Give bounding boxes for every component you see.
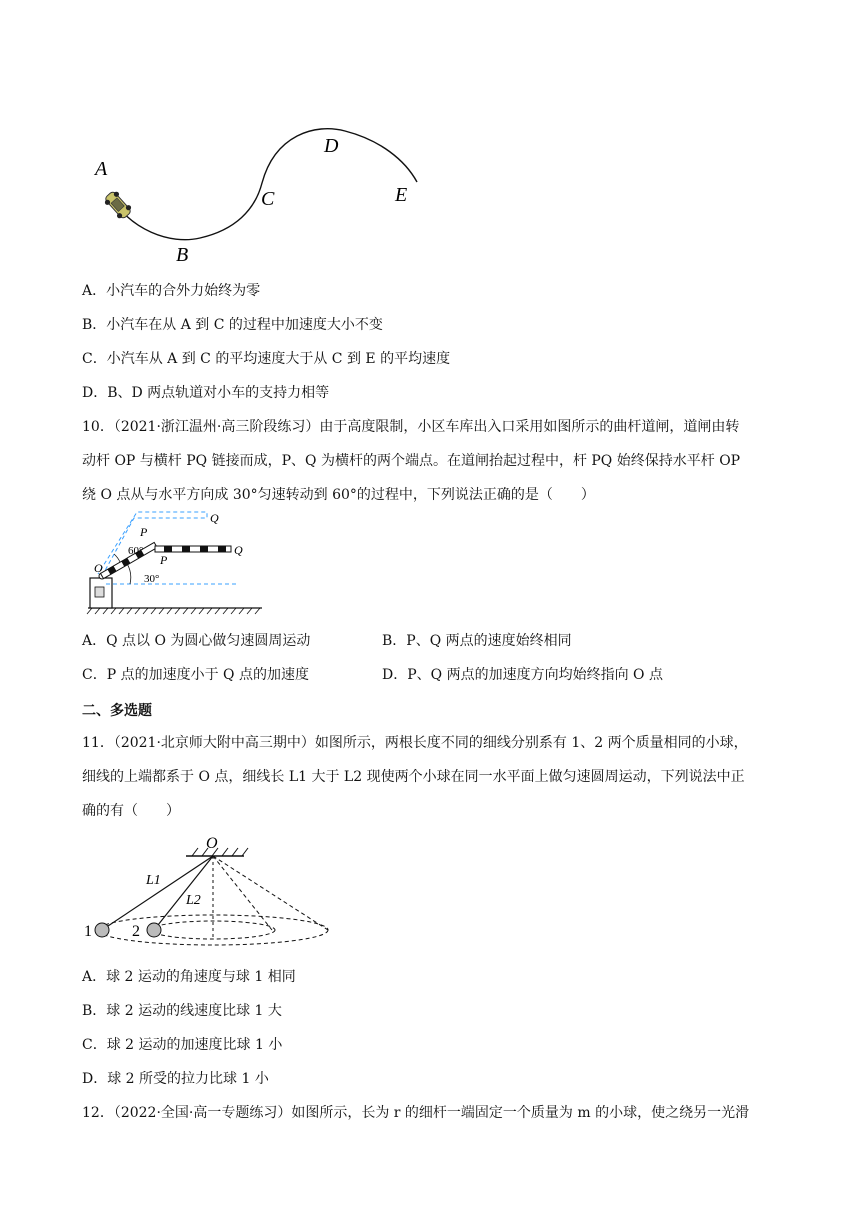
section-heading-multi-choice: 二、多选题: [82, 703, 152, 719]
q11-stem-line1: 11．（2021·北京师大附中高三期中）如图所示，两根长度不同的细线分别系有 1、2 两个质量相同的小球，: [82, 735, 748, 751]
ball-2: [147, 923, 161, 937]
ball-1: [95, 923, 109, 937]
q11-option-c: C．球 2 运动的加速度比球 1 小: [82, 1037, 283, 1053]
q11-stem-line2: 细线的上端都系于 O 点，细线长 L1 大于 L2 现使两个小球在同一水平面上做匀速圆周运动，下列说法中正: [82, 769, 745, 785]
label-o: O: [206, 835, 218, 852]
q10-option-b: B．P、Q 两点的速度始终相同: [382, 633, 572, 649]
label-30deg: 30°: [144, 573, 160, 585]
label-E: E: [395, 184, 408, 206]
label-q-top: Q: [210, 511, 219, 525]
q9-option-d: D．B、D 两点轨道对小车的支持力相等: [82, 385, 330, 401]
rod-pq: [155, 546, 231, 552]
pendulum-figure: [82, 832, 342, 952]
label-l1: L1: [146, 873, 161, 888]
q12-stem-line1: 12．（2022·全国·高一专题练习）如图所示，长为 r 的细杆一端固定一个质量为 m 的小球，使之绕另一光滑: [82, 1105, 750, 1121]
label-A: A: [95, 158, 108, 180]
label-l2: L2: [186, 893, 201, 908]
q9-option-c: C．小汽车从 A 到 C 的平均速度大于从 C 到 E 的平均速度: [82, 351, 451, 367]
q10-option-d: D．P、Q 两点的加速度方向均始终指向 O 点: [382, 667, 663, 683]
label-B: B: [176, 244, 189, 266]
q10-stem-line2: 动杆 OP 与横杆 PQ 链接而成，P、Q 为横杆的两个端点。在道闸抬起过程中，杆 PQ 始终保持水平杆 OP: [82, 453, 741, 469]
track-curve: [110, 129, 417, 240]
label-p-top: P: [140, 525, 148, 539]
q10-stem-line3: 绕 O 点从与水平方向成 30°匀速转动到 60°的过程中，下列说法正确的是（ ）: [82, 487, 595, 503]
q10-option-c: C．P 点的加速度小于 Q 点的加速度: [82, 667, 309, 683]
q10-option-a: A．Q 点以 O 为圆心做匀速圆周运动: [82, 633, 311, 649]
q9-option-b: B．小汽车在从 A 到 C 的过程中加速度大小不变: [82, 317, 383, 333]
label-ball-2: 2: [132, 923, 140, 940]
q9-option-a: A．小汽车的合外力始终为零: [82, 283, 261, 299]
car-icon: [102, 189, 134, 221]
label-60deg: 60°: [128, 545, 144, 557]
q11-option-d: D．球 2 所受的拉力比球 1 小: [82, 1071, 269, 1087]
track-figure: [90, 125, 430, 270]
gate-figure: [82, 508, 272, 620]
label-ball-1: 1: [84, 923, 92, 940]
label-o: O: [94, 561, 103, 575]
q10-stem-line1: 10．（2021·浙江温州·高三阶段练习）由于高度限制，小区车库出入口采用如图所示的曲杆道闸，道闸由转: [82, 419, 740, 435]
label-q: Q: [234, 543, 243, 557]
label-p: P: [160, 553, 168, 567]
q11-option-a: A．球 2 运动的角速度与球 1 相同: [82, 969, 296, 985]
label-D: D: [324, 135, 339, 157]
q11-option-b: B．球 2 运动的线速度比球 1 大: [82, 1003, 282, 1019]
label-C: C: [261, 188, 275, 210]
q11-stem-line3: 确的有（ ）: [82, 803, 180, 819]
